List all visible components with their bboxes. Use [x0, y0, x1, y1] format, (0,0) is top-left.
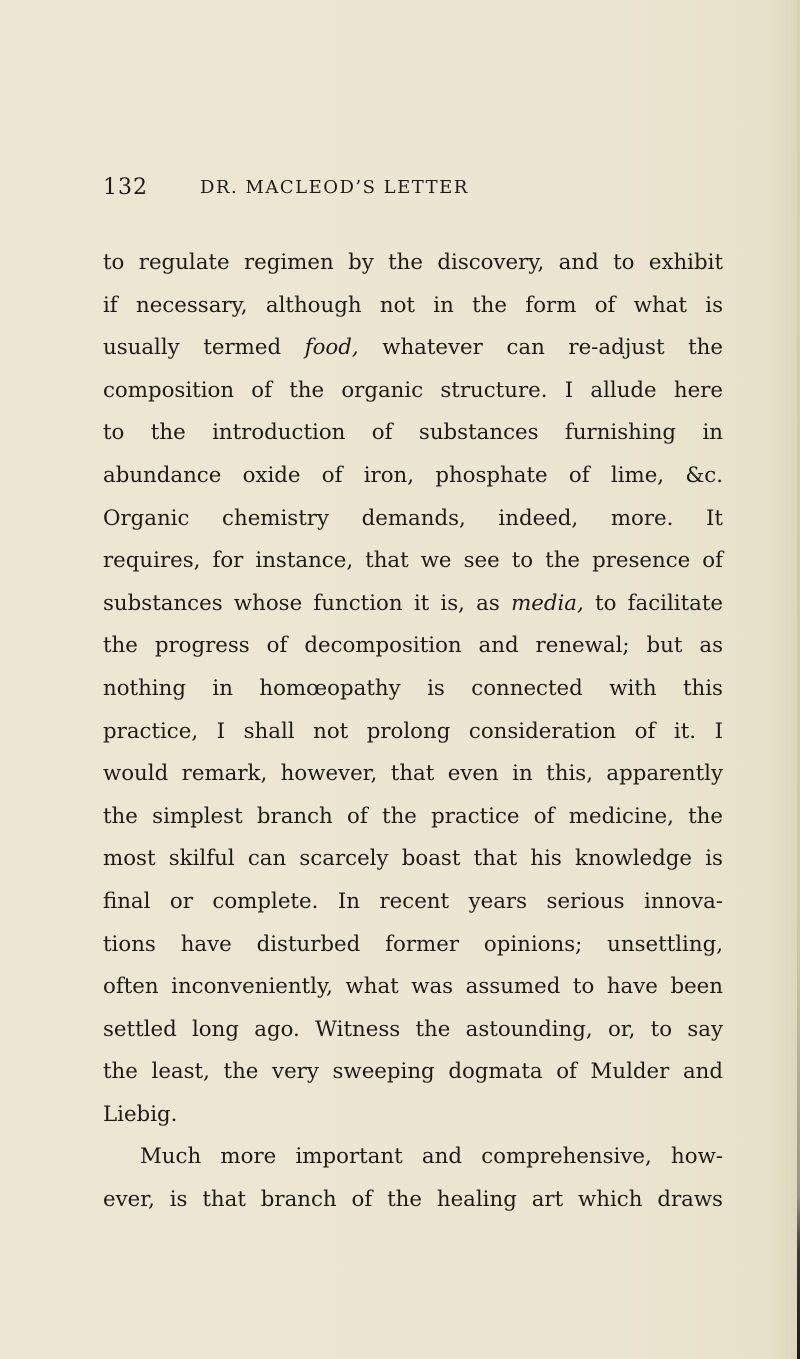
text-line	[103, 753, 723, 796]
text-segment: nothing in homœopathy is connected with this	[103, 675, 723, 701]
text-line	[103, 412, 723, 455]
text-segment: usually termed	[103, 335, 305, 361]
running-head	[0, 173, 800, 203]
body-text	[103, 242, 723, 1222]
text-line	[103, 796, 723, 839]
text-line	[103, 881, 723, 924]
text-segment: composition of the organic structure. I allude here	[103, 377, 723, 403]
text-segment: tions have disturbed former opinions; unsettling,	[103, 931, 723, 957]
text-line	[103, 966, 723, 1009]
text-line	[103, 1094, 723, 1137]
text-line	[103, 1051, 723, 1094]
text-line	[103, 838, 723, 881]
text-line	[103, 540, 723, 583]
text-segment: if necessary, although not in the form of what is	[103, 292, 723, 318]
text-line	[103, 1009, 723, 1052]
text-line	[103, 498, 723, 541]
text-segment: to the introduction of substances furnishing in	[103, 420, 723, 446]
text-line	[103, 327, 723, 370]
text-segment: most skilful can scarcely boast that his knowledge is	[103, 846, 723, 872]
text-segment: practice, I shall not prolong consideration of it. I	[103, 718, 723, 744]
text-segment: substances whose function it is, as	[103, 590, 512, 616]
text-line	[103, 711, 723, 754]
text-segment: requires, for instance, that we see to the presence of	[103, 548, 723, 574]
text-segment: final or complete. In recent years serious innova-	[103, 888, 723, 914]
text-segment: the least, the very sweeping dogmata of Mulder and	[103, 1059, 723, 1085]
text-segment: Much more important and comprehensive, how-	[140, 1144, 723, 1170]
text-line	[103, 455, 723, 498]
page-number: 132	[103, 175, 148, 200]
text-segment: abundance oxide of iron, phosphate of lime, &c.	[103, 462, 723, 488]
text-segment: would remark, however, that even in this, apparently	[103, 761, 723, 787]
italic-text: food,	[304, 335, 359, 361]
text-line	[103, 668, 723, 711]
text-line	[103, 1136, 723, 1179]
text-segment: whatever can re-adjust the	[358, 335, 723, 361]
text-line	[103, 625, 723, 668]
text-segment: settled long ago. Witness the astounding, or, to say	[103, 1016, 723, 1042]
text-segment: Organic chemistry demands, indeed, more. It	[103, 505, 723, 531]
text-line	[103, 924, 723, 967]
text-line	[103, 242, 723, 285]
text-line	[103, 370, 723, 413]
text-segment: the progress of decomposition and renewal; but as	[103, 633, 723, 659]
text-segment: to facilitate	[583, 590, 724, 616]
text-segment: ever, is that branch of the healing art which draws	[103, 1187, 723, 1213]
italic-text: media,	[511, 590, 584, 616]
text-line	[103, 583, 723, 626]
text-segment: often inconveniently, what was assumed to have been	[103, 974, 723, 1000]
running-head-title: DR. MACLEOD’S LETTER	[200, 177, 469, 198]
text-line	[103, 1179, 723, 1222]
text-line	[103, 285, 723, 328]
text-segment: to regulate regimen by the discovery, and to exhibit	[103, 250, 723, 275]
text-segment: Liebig.	[103, 1101, 178, 1127]
text-segment: the simplest branch of the practice of medicine, the	[103, 803, 723, 829]
